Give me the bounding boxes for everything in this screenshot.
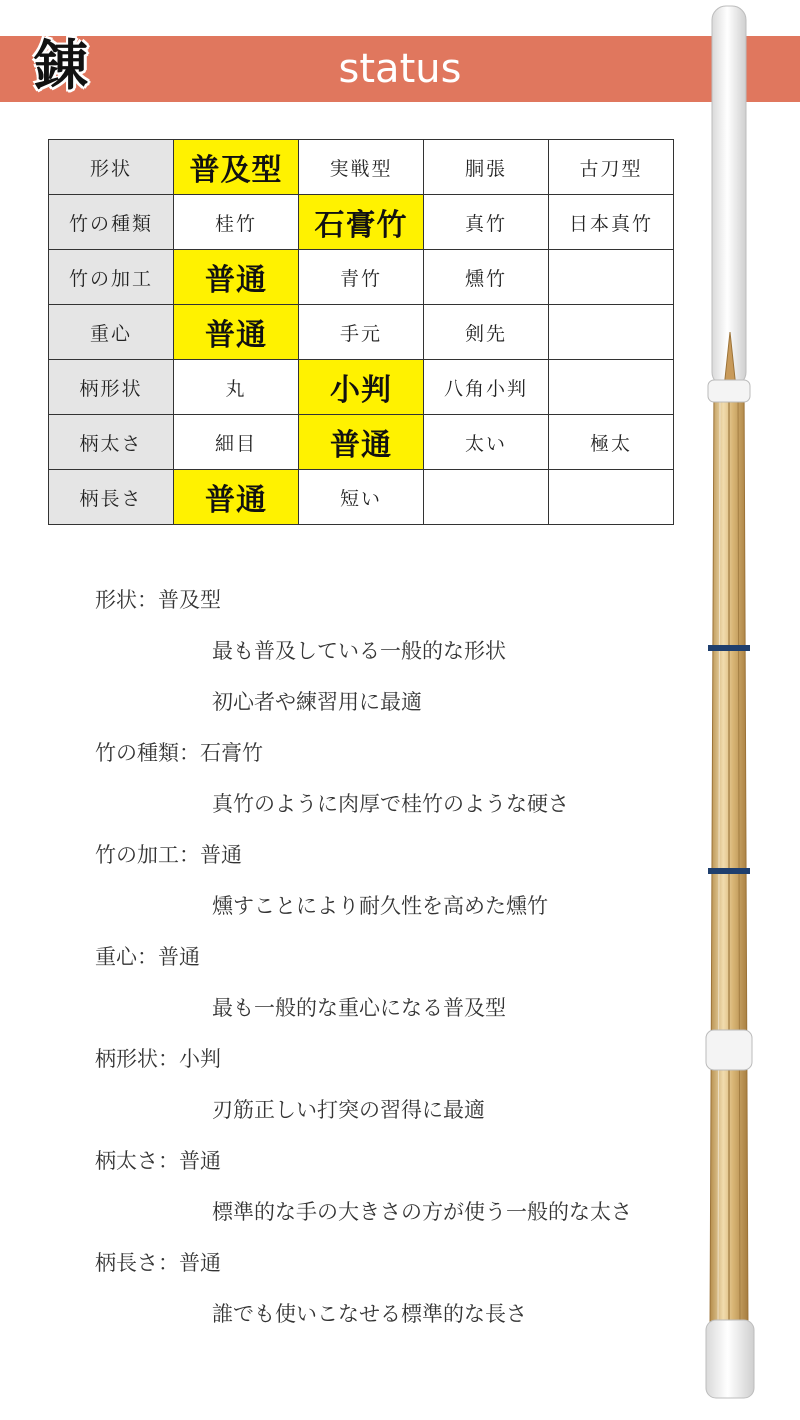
spec-label: 形状: [49, 140, 174, 195]
spec-notes: [95, 580, 695, 1345]
spec-option: 剣先: [424, 305, 549, 360]
spec-option: [424, 470, 549, 525]
spec-option: 丸: [174, 360, 299, 415]
spec-row: [49, 305, 674, 360]
spec-option: [549, 305, 674, 360]
spec-row: [49, 360, 674, 415]
spec-option-selected: 小判: [299, 360, 424, 415]
spec-row: [49, 415, 674, 470]
note-heading: 形状：普及型: [95, 588, 221, 612]
page-title: status: [338, 46, 462, 92]
spec-table: [48, 139, 674, 525]
spec-option: 胴張: [424, 140, 549, 195]
shinai-band: [708, 868, 750, 874]
spec-option-selected: 普通: [299, 415, 424, 470]
spec-label: 柄太さ: [49, 415, 174, 470]
spec-option: 桂竹: [174, 195, 299, 250]
spec-option: 太い: [424, 415, 549, 470]
spec-option-selected: 普通: [174, 250, 299, 305]
shinai-guard-ring: [706, 1030, 752, 1070]
spec-option: 真竹: [424, 195, 549, 250]
spec-label: 柄長さ: [49, 470, 174, 525]
spec-option: [549, 470, 674, 525]
shinai-image: [690, 0, 800, 1420]
spec-row: [49, 140, 674, 195]
shinai-tip-cap: [712, 6, 746, 386]
brand-logo: 錬: [34, 33, 88, 97]
note-heading: 柄長さ：普通: [95, 1251, 221, 1275]
shinai-band: [708, 645, 750, 651]
spec-option: 極太: [549, 415, 674, 470]
spec-option: 細目: [174, 415, 299, 470]
shinai-handle: [706, 1320, 754, 1398]
spec-option-selected: 普通: [174, 470, 299, 525]
spec-label: 竹の種類: [49, 195, 174, 250]
spec-option: 日本真竹: [549, 195, 674, 250]
shinai-knot: [708, 380, 750, 402]
note-heading: 柄形状：小判: [95, 1047, 221, 1071]
spec-option: 実戦型: [299, 140, 424, 195]
note-text: 最も普及している一般的な形状: [212, 639, 506, 663]
spec-option: 青竹: [299, 250, 424, 305]
spec-label: 柄形状: [49, 360, 174, 415]
note-text: 誰でも使いこなせる標準的な長さ: [212, 1302, 527, 1326]
note-text: 初心者や練習用に最適: [212, 690, 422, 714]
note-text: 真竹のように肉厚で桂竹のような硬さ: [212, 792, 569, 816]
spec-row: [49, 470, 674, 525]
note-text: 刃筋正しい打突の習得に最適: [212, 1098, 485, 1122]
spec-option-selected: 石膏竹: [299, 195, 424, 250]
note-text: 標準的な手の大きさの方が使う一般的な太さ: [212, 1200, 632, 1224]
note-heading: 重心：普通: [95, 945, 200, 969]
note-heading: 竹の加工：普通: [95, 843, 242, 867]
note-heading: 竹の種類：石膏竹: [95, 741, 263, 765]
spec-option-selected: 普通: [174, 305, 299, 360]
spec-label: 竹の加工: [49, 250, 174, 305]
spec-option: [549, 360, 674, 415]
spec-option: [549, 250, 674, 305]
spec-option: 古刀型: [549, 140, 674, 195]
note-text: 最も一般的な重心になる普及型: [212, 996, 506, 1020]
spec-option-selected: 普及型: [174, 140, 299, 195]
spec-row: [49, 250, 674, 305]
spec-label: 重心: [49, 305, 174, 360]
spec-option: 燻竹: [424, 250, 549, 305]
note-text: 燻すことにより耐久性を高めた燻竹: [212, 894, 548, 918]
spec-option: 八角小判: [424, 360, 549, 415]
spec-row: [49, 195, 674, 250]
spec-option: 手元: [299, 305, 424, 360]
note-heading: 柄太さ：普通: [95, 1149, 221, 1173]
spec-option: 短い: [299, 470, 424, 525]
